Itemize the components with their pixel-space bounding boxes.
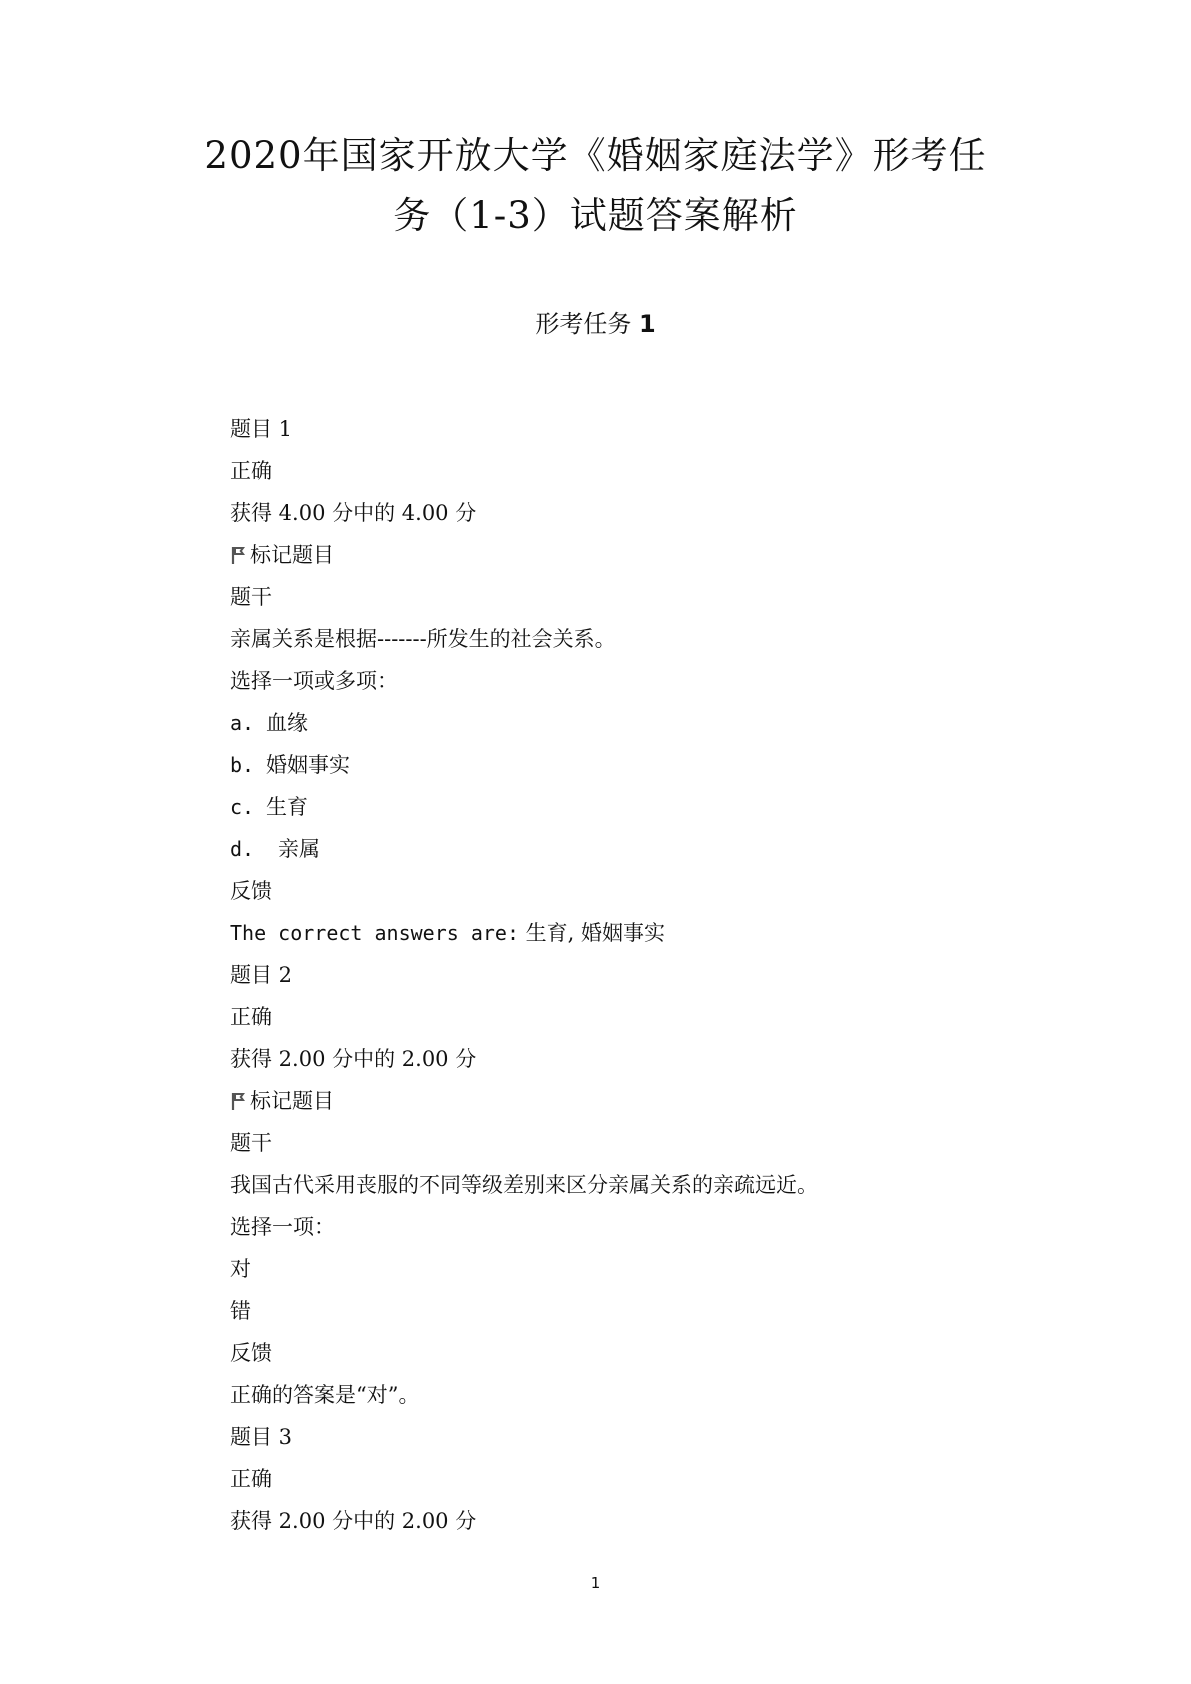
q1-flag-question[interactable]: [230, 534, 1090, 576]
flag-icon: [230, 1091, 248, 1111]
q1-status: 正确: [230, 459, 272, 483]
q1-option-c[interactable]: [230, 786, 1090, 828]
section-heading: [0, 308, 1191, 340]
q1-score: 获得 4.00 分中的 4.00 分: [230, 501, 477, 525]
option-letter: c.: [230, 795, 255, 819]
q1-option-d[interactable]: [230, 828, 1090, 870]
q1-option-a[interactable]: [230, 702, 1090, 744]
q2-stem-label: 题干: [230, 1131, 272, 1155]
section-heading-text: 形考任务: [535, 310, 632, 338]
q2-score: 获得 2.00 分中的 2.00 分: [230, 1047, 477, 1071]
q1-flag-label: 标记题目: [250, 543, 334, 567]
q1-feedback: [230, 912, 1090, 954]
q1-feedback-prefix: The correct answers are:: [230, 921, 519, 945]
document-title-line-2: 务（1-3）试题答案解析: [393, 194, 798, 237]
q1-option-b[interactable]: [230, 744, 1090, 786]
q3-score: 获得 2.00 分中的 2.00 分: [230, 1509, 477, 1533]
q1-number: 题目 1: [230, 417, 293, 441]
q3-status: 正确: [230, 1467, 272, 1491]
q2-feedback-label: 反馈: [230, 1341, 272, 1365]
q2-option-false[interactable]: 错: [230, 1299, 251, 1323]
q2-option-true[interactable]: 对: [230, 1257, 251, 1281]
q2-instruction: 选择一项：: [230, 1215, 335, 1239]
q1-feedback-answer: 生育, 婚姻事实: [525, 921, 666, 945]
flag-icon: [230, 545, 248, 565]
q2-flag-label: 标记题目: [250, 1089, 334, 1113]
option-text: 婚姻事实: [266, 753, 350, 777]
option-letter: a.: [230, 711, 255, 735]
q1-feedback-label: 反馈: [230, 879, 272, 903]
document-title: [120, 126, 1071, 246]
option-letter: d.: [230, 837, 255, 861]
option-text: 亲属: [278, 837, 320, 861]
q2-status: 正确: [230, 1005, 272, 1029]
document-title-line-1: 2020年国家开放大学《婚姻家庭法学》形考任: [204, 134, 987, 177]
option-text: 血缘: [266, 711, 308, 735]
q2-feedback: 正确的答案是“对”。: [230, 1383, 420, 1407]
q1-instruction: 选择一项或多项：: [230, 669, 398, 693]
q2-flag-question[interactable]: [230, 1080, 1090, 1122]
page-number: 1: [590, 1574, 601, 1592]
q1-stem-label: 题干: [230, 585, 272, 609]
option-letter: b.: [230, 753, 255, 777]
q1-stem: 亲属关系是根据-------所发生的社会关系。: [230, 627, 616, 651]
q3-number: 题目 3: [230, 1425, 293, 1449]
q2-number: 题目 2: [230, 963, 293, 987]
question-list: [230, 408, 1090, 1542]
option-text: 生育: [266, 795, 308, 819]
q2-stem: 我国古代采用丧服的不同等级差别来区分亲属关系的亲疏远近。: [230, 1173, 818, 1197]
section-heading-number: 1: [638, 310, 656, 338]
